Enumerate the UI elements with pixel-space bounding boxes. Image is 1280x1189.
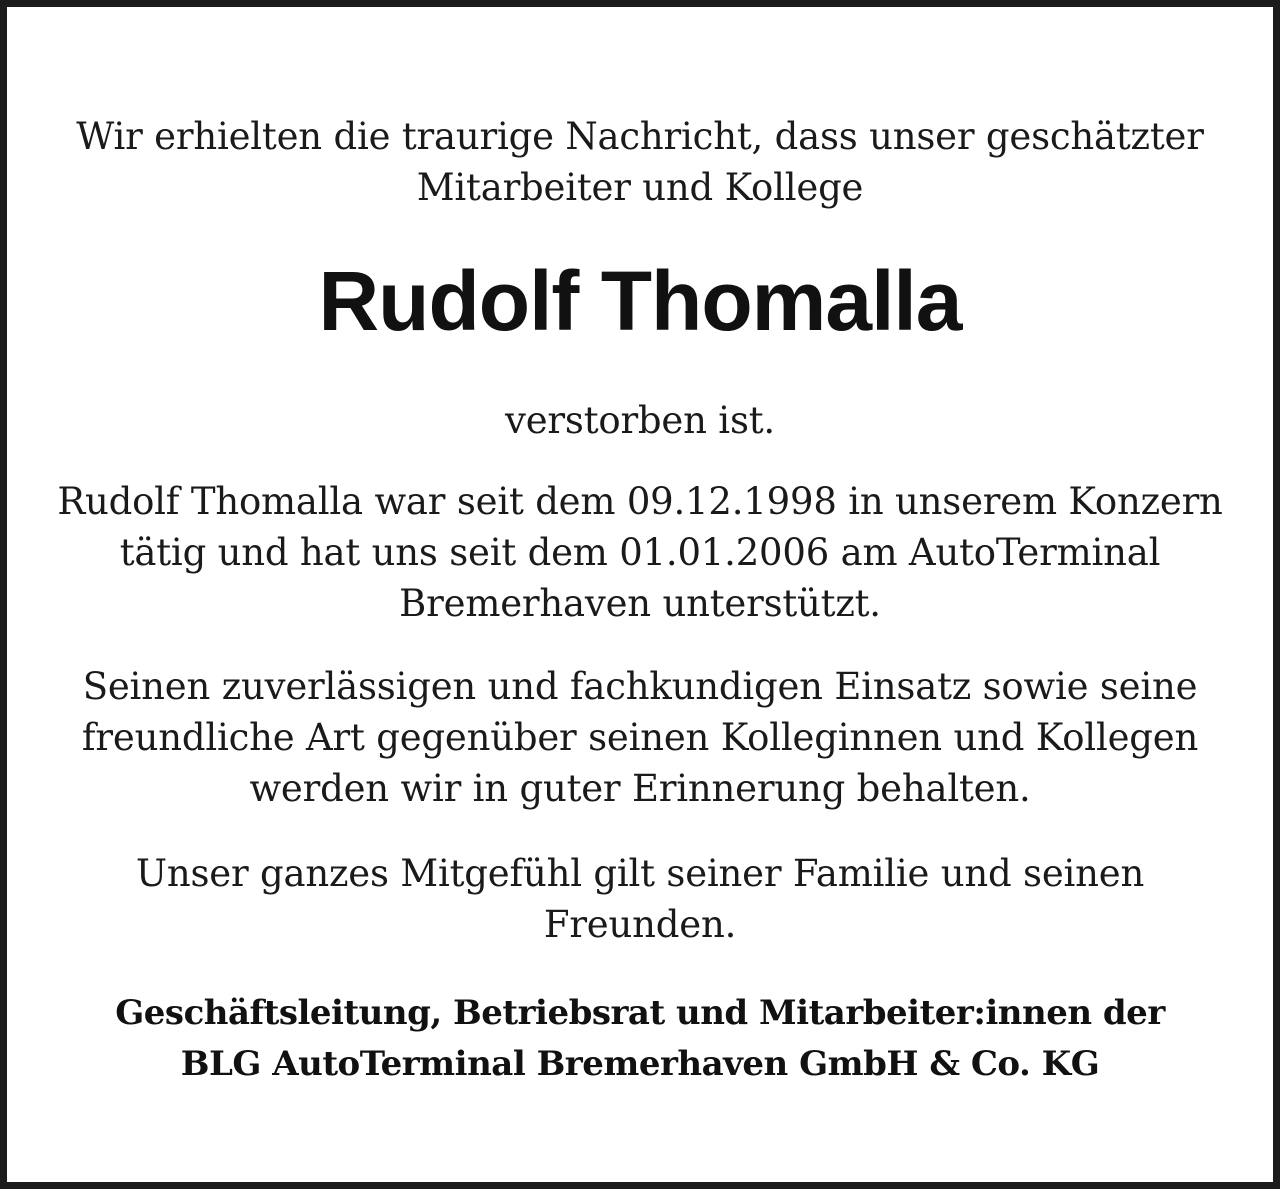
notice-content [47, 111, 1233, 1090]
merits-line: freundliche Art gegenüber seinen Kolleginnen und Kollegen [81, 716, 1199, 759]
merits-line: werden wir in guter Erinnerung behalten. [249, 767, 1031, 810]
career-paragraph [47, 476, 1233, 629]
deceased-text: verstorben ist. [505, 399, 775, 442]
career-line: Rudolf Thomalla war seit dem 09.12.1998 in unserem Konzern [57, 480, 1223, 523]
intro-line: Wir erhielten die traurige Nachricht, dass unser geschätzter [76, 115, 1204, 158]
intro-line: Mitarbeiter und Kollege [416, 166, 864, 209]
career-line: Bremerhaven unterstützt. [399, 582, 881, 625]
merits-paragraph [47, 661, 1233, 814]
signature-block [47, 988, 1233, 1090]
merits-line: Seinen zuverlässigen und fachkundigen Einsatz sowie seine [82, 665, 1198, 708]
deceased-name: Rudolf Thomalla [318, 254, 962, 348]
sympathy-paragraph [47, 848, 1233, 950]
signature-line: BLG AutoTerminal Bremerhaven GmbH & Co. KG [180, 1044, 1100, 1084]
signature-line: Geschäftsleitung, Betriebsrat und Mitarbeiter:innen der [115, 993, 1165, 1033]
deceased-line [47, 395, 1233, 446]
sympathy-line: Unser ganzes Mitgefühl gilt seiner Familie und seinen [135, 852, 1145, 895]
career-line: tätig und hat uns seit dem 01.01.2006 am AutoTerminal [119, 531, 1161, 574]
intro-paragraph [47, 111, 1233, 213]
sympathy-line: Freunden. [543, 903, 737, 946]
